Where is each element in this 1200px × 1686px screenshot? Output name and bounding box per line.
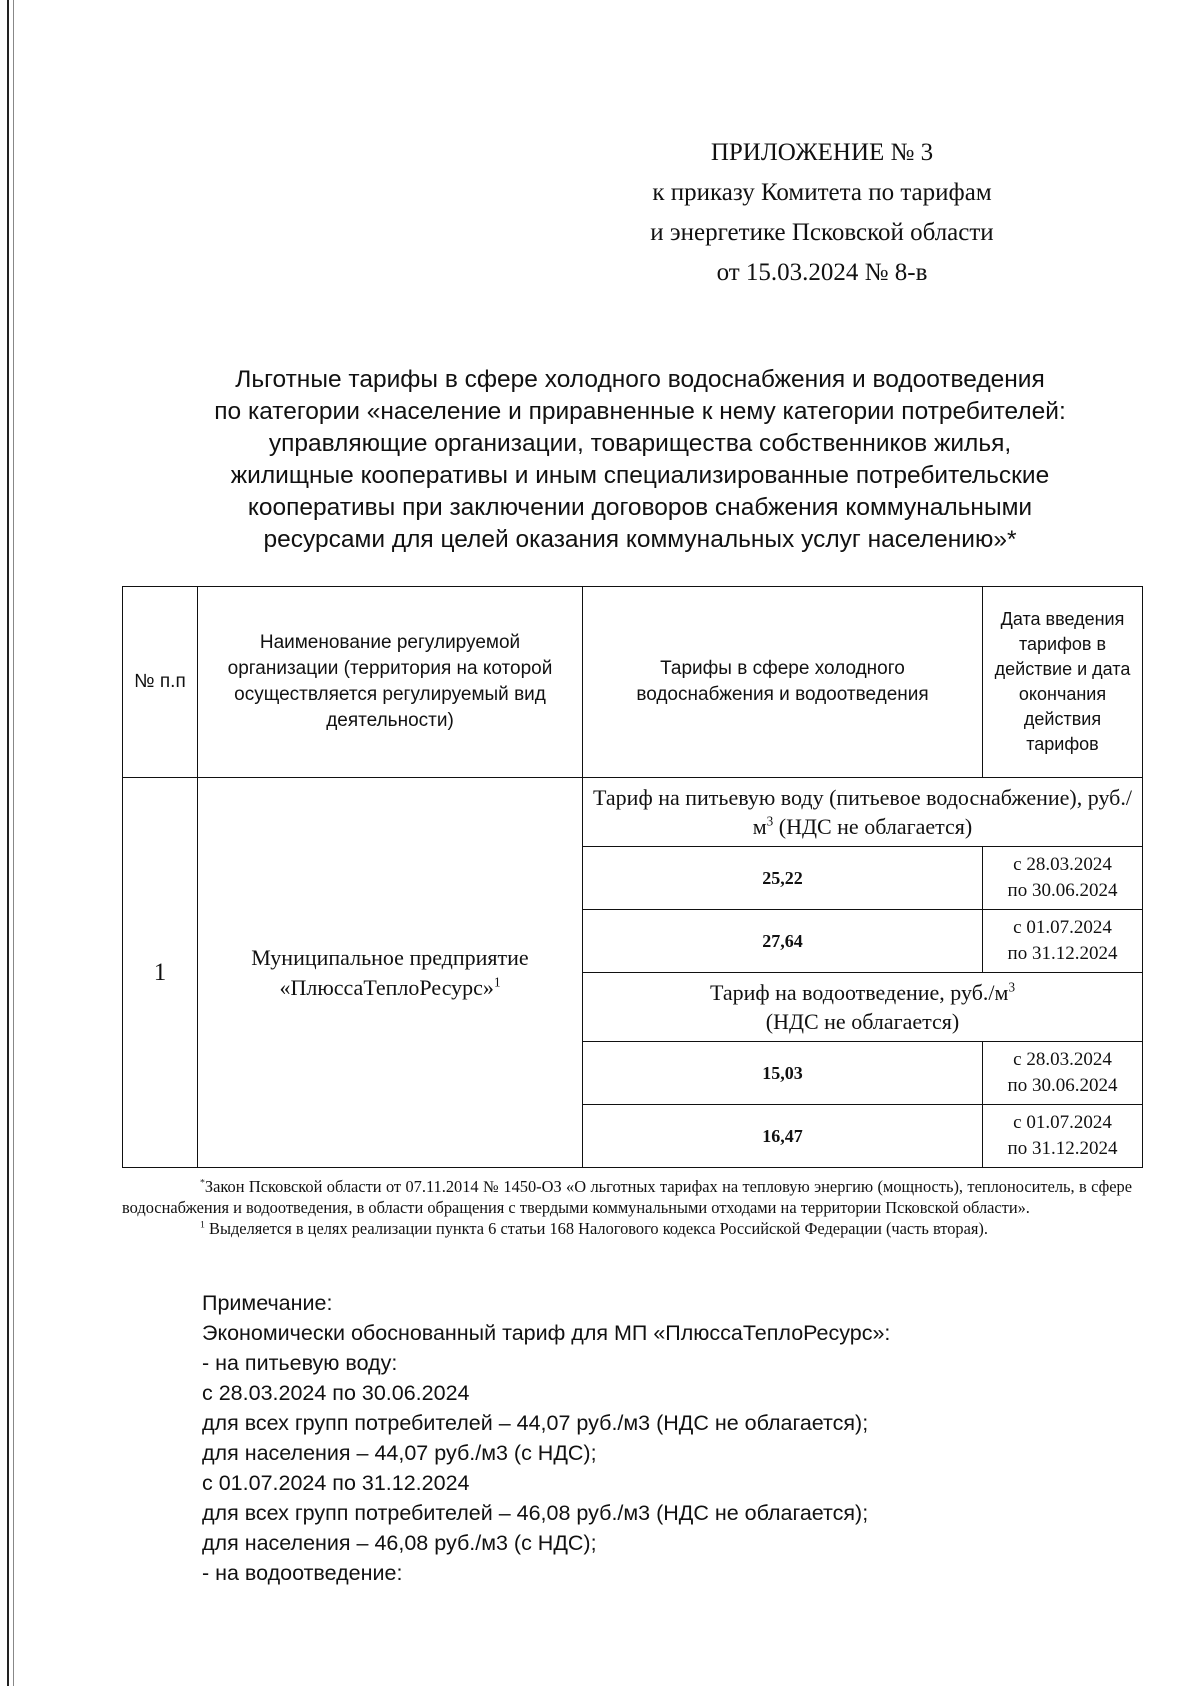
note-line: Экономически обоснованный тариф для МП «ПлюссаТеплоРесурс»: (202, 1321, 891, 1345)
note-section (202, 1288, 1132, 1588)
title-line: Льготные тарифы в сфере холодного водоснабжения и водоотведения (235, 366, 1045, 393)
title-line: ресурсами для целей оказания коммунальных услуг населению»* (263, 526, 1017, 553)
title-line: жилищные кооперативы и иным специализированные потребительские (230, 462, 1050, 489)
tariff-value: 25,22 (583, 847, 983, 910)
footnote-star-mark: * (200, 1177, 205, 1189)
title-line: управляющие организации, товарищества собственников жилья, (268, 430, 1012, 457)
note-line: с 01.07.2024 по 31.12.2024 (202, 1471, 470, 1495)
tariff-table (122, 586, 1143, 1168)
sewage-section-title (583, 973, 1143, 1042)
note-line: для населения – 44,07 руб./м3 (с НДС); (202, 1441, 597, 1465)
period-to: по 31.12.2024 (1007, 943, 1118, 964)
period-to: по 30.06.2024 (1007, 1075, 1118, 1096)
organization-name (198, 778, 583, 1168)
tariff-period (983, 1042, 1143, 1105)
table-row (123, 778, 1143, 847)
footnote-law (122, 1176, 1132, 1218)
tariff-period (983, 910, 1143, 973)
tariff-period (983, 1105, 1143, 1168)
footnote-law-text: Закон Псковской области от 07.11.2014 № 1450-ОЗ «О льготных тарифах на тепловую энергию (мощность), теплоноситель, в сфере водоснабжения и водоотведения, в области обращения с твердыми коммунальными отходами на территории Псковской области». (122, 1177, 1132, 1217)
appendix-order-ref: к приказу Комитета по тарифам (652, 179, 992, 206)
header-number: № п.п (123, 587, 198, 778)
note-line: Примечание: (202, 1291, 333, 1315)
note-line: для всех групп потребителей – 46,08 руб./м3 (НДС не облагается); (202, 1501, 869, 1525)
note-line: с 28.03.2024 по 30.06.2024 (202, 1381, 470, 1405)
table-header-row (123, 587, 1143, 778)
footnote-one-mark: 1 (200, 1219, 205, 1231)
note-line: для всех групп потребителей – 44,07 руб./м3 (НДС не облагается); (202, 1411, 869, 1435)
note-line: - на водоотведение: (202, 1561, 403, 1585)
sewage-title-vat: (НДС не облагается) (765, 1009, 960, 1034)
period-from: с 01.07.2024 (1013, 1112, 1112, 1133)
scan-edge-line-secondary (13, 0, 14, 1686)
drinking-water-section-title (583, 778, 1143, 847)
header-dates: Дата введения тарифов в действие и дата окончания действия тарифов (983, 587, 1143, 778)
footnote-tax-code (122, 1218, 1132, 1239)
appendix-header (562, 133, 1082, 293)
title-line: по категории «население и приравненные к нему категории потребителей: (214, 398, 1066, 425)
drinking-title-vat: (НДС не облагается) (773, 814, 973, 839)
period-from: с 01.07.2024 (1013, 917, 1112, 938)
appendix-date: от 15.03.2024 № 8-в (716, 259, 928, 286)
sewage-title-sup: 3 (1008, 979, 1016, 995)
org-name-line2: «ПлюссаТеплоРесурс» (279, 974, 494, 1000)
drinking-title-sup: 3 (766, 813, 774, 829)
footnote-tax-text: Выделяется в целях реализации пункта 6 статьи 168 Налогового кодекса Российской Федерации (часть вторая). (204, 1219, 988, 1238)
drinking-title-text: Тариф на питьевую воду (питьевое водоснабжение), руб./м (593, 785, 1132, 839)
tariff-value: 27,64 (583, 910, 983, 973)
appendix-committee: и энергетике Псковской области (650, 219, 994, 246)
scan-edge-line (7, 0, 9, 1686)
appendix-number: ПРИЛОЖЕНИЕ № 3 (710, 139, 934, 166)
header-organization: Наименование регулируемой организации (территория на которой осуществляется регулируемый вид деятельности) (198, 587, 583, 778)
tariff-value: 16,47 (583, 1105, 983, 1168)
footnotes (122, 1176, 1132, 1239)
header-tariffs: Тарифы в сфере холодного водоснабжения и водоотведения (583, 587, 983, 778)
period-to: по 30.06.2024 (1007, 880, 1118, 901)
period-from: с 28.03.2024 (1013, 1049, 1112, 1070)
org-footnote-mark: 1 (493, 974, 501, 990)
period-to: по 31.12.2024 (1007, 1138, 1118, 1159)
org-name-line1: Муниципальное предприятие (251, 944, 529, 970)
period-from: с 28.03.2024 (1013, 854, 1112, 875)
tariff-period (983, 847, 1143, 910)
note-line: для населения – 46,08 руб./м3 (с НДС); (202, 1531, 597, 1555)
document-title (160, 364, 1120, 556)
title-line: кооперативы при заключении договоров снабжения коммунальными (247, 494, 1033, 521)
note-line: - на питьевую воду: (202, 1351, 398, 1375)
row-number: 1 (123, 778, 198, 1168)
tariff-value: 15,03 (583, 1042, 983, 1105)
sewage-title-text: Тариф на водоотведение, руб./м (709, 980, 1009, 1005)
